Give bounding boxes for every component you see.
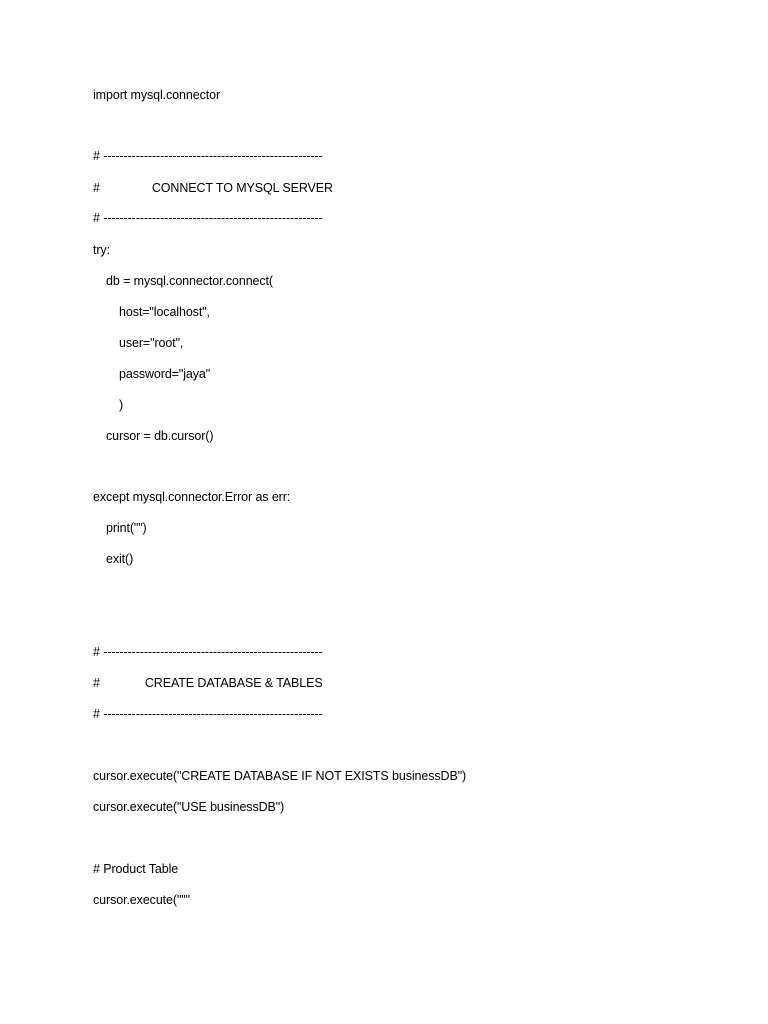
code-line: print("") [106, 521, 147, 535]
code-line: try: [93, 243, 110, 257]
code-line: cursor.execute("CREATE DATABASE IF NOT EXISTS businessDB") [93, 769, 467, 783]
code-line: password="jaya" [119, 367, 211, 381]
comment-divider: # ------------------------------------------------------ [93, 211, 323, 225]
code-line: user="root", [119, 336, 184, 350]
section-heading-create [93, 675, 323, 691]
comment-hash: # [93, 181, 100, 195]
code-line: exit() [106, 552, 134, 566]
comment-divider: # ------------------------------------------------------ [93, 645, 323, 659]
code-line: cursor.execute(""" [93, 893, 190, 907]
code-line: cursor = db.cursor() [106, 429, 214, 443]
comment-divider: # ------------------------------------------------------ [93, 149, 323, 163]
section-title: CONNECT TO MYSQL SERVER [151, 181, 333, 195]
code-line: except mysql.connector.Error as err: [93, 490, 291, 504]
code-line: host="localhost", [119, 305, 210, 319]
code-line: ) [119, 398, 124, 412]
section-title: CREATE DATABASE & TABLES [144, 676, 323, 690]
code-comment: # Product Table [93, 862, 179, 876]
section-heading-connect [93, 180, 333, 196]
comment-hash: # [93, 676, 100, 690]
code-line: import mysql.connector [93, 88, 221, 102]
comment-divider: # ------------------------------------------------------ [93, 707, 323, 721]
code-line: cursor.execute("USE businessDB") [93, 800, 285, 814]
code-line: db = mysql.connector.connect( [106, 274, 273, 288]
